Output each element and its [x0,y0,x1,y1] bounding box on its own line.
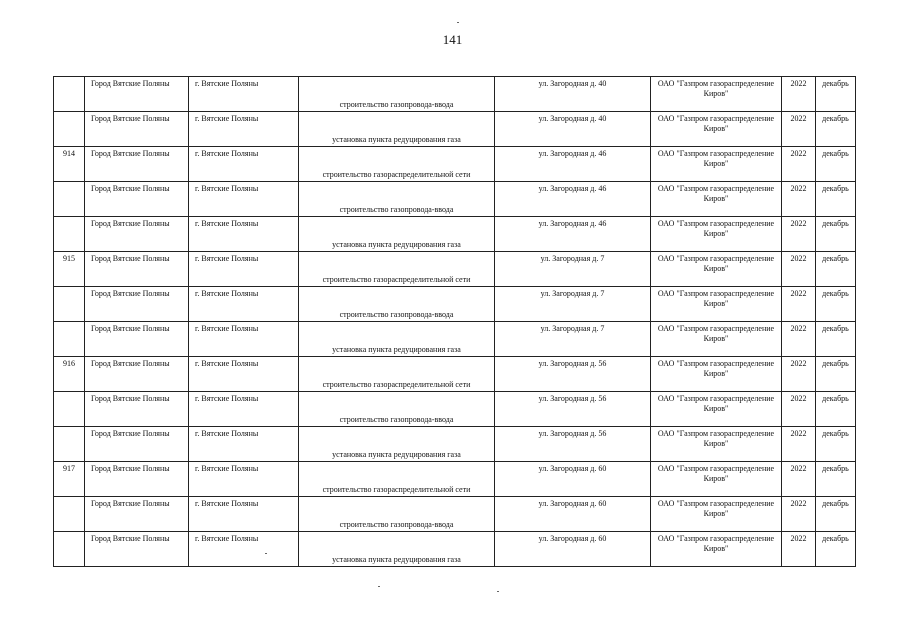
work-type-cell [299,462,495,497]
organization-line2: Киров" [703,89,729,98]
table-row [54,357,856,392]
year-cell: 2022 [782,497,816,532]
work-type-cell [299,532,495,567]
month-cell: декабрь [816,497,856,532]
month-cell: декабрь [816,287,856,322]
row-number: 916 [54,357,85,392]
work-type-cell [299,287,495,322]
municipality-cell: Город Вятские Поляны [85,182,189,217]
work-type-text: установка пункта редуцирования газа [332,240,461,249]
month-cell: декабрь [816,217,856,252]
organization-line1: ОАО "Газпром газораспределение [657,289,775,298]
work-type-cell [299,497,495,532]
table-row [54,322,856,357]
municipality-cell: Город Вятские Поляны [85,497,189,532]
organization-line2: Киров" [703,159,729,168]
work-type-text: установка пункта редуцирования газа [332,135,461,144]
settlement-cell: г. Вятские Поляны [189,392,299,427]
work-type-cell [299,147,495,182]
month-cell: декабрь [816,392,856,427]
organization-line1: ОАО "Газпром газораспределение [657,394,775,403]
organization-cell [651,532,782,567]
settlement-cell: г. Вятские Поляны [189,532,299,567]
work-type-text: строительство газопровода-ввода [339,205,454,214]
work-type-text: строительство газораспределительной сети [322,485,471,494]
row-number [54,112,85,147]
year-cell: 2022 [782,182,816,217]
table-row [54,497,856,532]
month-cell: декабрь [816,252,856,287]
row-number [54,392,85,427]
municipality-cell: Город Вятские Поляны [85,217,189,252]
work-type-text: строительство газораспределительной сети [322,170,471,179]
organization-line2: Киров" [703,404,729,413]
month-cell: декабрь [816,532,856,567]
year-cell: 2022 [782,112,816,147]
row-number: 914 [54,147,85,182]
year-cell: 2022 [782,77,816,112]
organization-cell [651,462,782,497]
row-number [54,287,85,322]
municipality-cell: Город Вятские Поляны [85,462,189,497]
work-type-cell [299,217,495,252]
settlement-cell: г. Вятские Поляны [189,287,299,322]
scan-speck [265,553,267,554]
address-cell: ул. Загородная д. 56 [495,392,651,427]
work-type-text: строительство газораспределительной сети [322,380,471,389]
address-cell: ул. Загородная д. 56 [495,427,651,462]
settlement-cell: г. Вятские Поляны [189,147,299,182]
municipality-cell: Город Вятские Поляны [85,357,189,392]
municipality-cell: Город Вятские Поляны [85,77,189,112]
organization-cell [651,427,782,462]
address-cell: ул. Загородная д. 60 [495,497,651,532]
table-row [54,147,856,182]
work-type-text: строительство газопровода-ввода [339,100,454,109]
settlement-cell: г. Вятские Поляны [189,497,299,532]
organization-cell [651,147,782,182]
year-cell: 2022 [782,427,816,462]
year-cell: 2022 [782,392,816,427]
address-cell: ул. Загородная д. 40 [495,112,651,147]
month-cell: декабрь [816,182,856,217]
organization-line1: ОАО "Газпром газораспределение [657,534,775,543]
work-type-text: строительство газопровода-ввода [339,310,454,319]
month-cell: декабрь [816,112,856,147]
work-type-cell [299,427,495,462]
year-cell: 2022 [782,322,816,357]
organization-line1: ОАО "Газпром газораспределение [657,359,775,368]
table-row [54,287,856,322]
organization-line2: Киров" [703,474,729,483]
scan-speck [457,22,459,23]
work-type-text: установка пункта редуцирования газа [332,345,461,354]
table-row [54,182,856,217]
organization-line1: ОАО "Газпром газораспределение [657,254,775,263]
address-cell: ул. Загородная д. 60 [495,532,651,567]
settlement-cell: г. Вятские Поляны [189,357,299,392]
organization-cell [651,77,782,112]
work-type-cell [299,322,495,357]
organization-line2: Киров" [703,124,729,133]
row-number [54,77,85,112]
settlement-cell: г. Вятские Поляны [189,77,299,112]
address-cell: ул. Загородная д. 56 [495,357,651,392]
row-number: 915 [54,252,85,287]
municipality-cell: Город Вятские Поляны [85,532,189,567]
work-type-cell [299,77,495,112]
month-cell: декабрь [816,357,856,392]
organization-cell [651,392,782,427]
municipality-cell: Город Вятские Поляны [85,147,189,182]
work-type-text: установка пункта редуцирования газа [332,450,461,459]
organization-cell [651,322,782,357]
table-row [54,217,856,252]
work-type-text: строительство газопровода-ввода [339,415,454,424]
address-cell: ул. Загородная д. 7 [495,252,651,287]
month-cell: декабрь [816,462,856,497]
year-cell: 2022 [782,532,816,567]
organization-cell [651,252,782,287]
settlement-cell: г. Вятские Поляны [189,252,299,287]
municipality-cell: Город Вятские Поляны [85,287,189,322]
year-cell: 2022 [782,252,816,287]
address-cell: ул. Загородная д. 60 [495,462,651,497]
work-type-cell [299,252,495,287]
year-cell: 2022 [782,357,816,392]
organization-line2: Киров" [703,194,729,203]
settlement-cell: г. Вятские Поляны [189,217,299,252]
organization-line1: ОАО "Газпром газораспределение [657,324,775,333]
table-row [54,112,856,147]
organization-line1: ОАО "Газпром газораспределение [657,464,775,473]
address-cell: ул. Загородная д. 46 [495,217,651,252]
row-number [54,427,85,462]
work-type-text: установка пункта редуцирования газа [332,555,461,564]
organization-cell [651,182,782,217]
municipality-cell: Город Вятские Поляны [85,322,189,357]
work-type-cell [299,357,495,392]
organization-line1: ОАО "Газпром газораспределение [657,184,775,193]
organization-line1: ОАО "Газпром газораспределение [657,219,775,228]
table-body [54,77,856,567]
organization-line2: Киров" [703,544,729,553]
organization-line1: ОАО "Газпром газораспределение [657,79,775,88]
row-number [54,532,85,567]
work-type-text: строительство газораспределительной сети [322,275,471,284]
year-cell: 2022 [782,147,816,182]
organization-line2: Киров" [703,229,729,238]
settlement-cell: г. Вятские Поляны [189,462,299,497]
address-cell: ул. Загородная д. 7 [495,287,651,322]
organization-line1: ОАО "Газпром газораспределение [657,114,775,123]
address-cell: ул. Загородная д. 7 [495,322,651,357]
row-number [54,497,85,532]
scan-speck [378,586,380,587]
organization-line2: Киров" [703,299,729,308]
work-type-cell [299,392,495,427]
municipality-cell: Город Вятские Поляны [85,252,189,287]
work-type-cell [299,112,495,147]
organization-line1: ОАО "Газпром газораспределение [657,499,775,508]
scan-speck [497,591,499,592]
table-row [54,427,856,462]
table-row [54,462,856,497]
municipality-cell: Город Вятские Поляны [85,112,189,147]
table-row [54,252,856,287]
organization-cell [651,287,782,322]
construction-schedule-table [53,76,856,567]
table-row [54,532,856,567]
organization-line1: ОАО "Газпром газораспределение [657,149,775,158]
address-cell: ул. Загородная д. 46 [495,182,651,217]
address-cell: ул. Загородная д. 40 [495,77,651,112]
organization-line1: ОАО "Газпром газораспределение [657,429,775,438]
organization-cell [651,497,782,532]
organization-line2: Киров" [703,334,729,343]
organization-line2: Киров" [703,369,729,378]
organization-cell [651,357,782,392]
year-cell: 2022 [782,462,816,497]
work-type-cell [299,182,495,217]
month-cell: декабрь [816,77,856,112]
organization-cell [651,217,782,252]
year-cell: 2022 [782,287,816,322]
month-cell: декабрь [816,322,856,357]
row-number: 917 [54,462,85,497]
row-number [54,217,85,252]
settlement-cell: г. Вятские Поляны [189,322,299,357]
settlement-cell: г. Вятские Поляны [189,112,299,147]
organization-line2: Киров" [703,509,729,518]
settlement-cell: г. Вятские Поляны [189,427,299,462]
page-number: 141 [442,32,463,47]
municipality-cell: Город Вятские Поляны [85,427,189,462]
organization-line2: Киров" [703,264,729,273]
year-cell: 2022 [782,217,816,252]
organization-line2: Киров" [703,439,729,448]
row-number [54,322,85,357]
row-number [54,182,85,217]
table-row [54,77,856,112]
month-cell: декабрь [816,427,856,462]
table-row [54,392,856,427]
month-cell: декабрь [816,147,856,182]
address-cell: ул. Загородная д. 46 [495,147,651,182]
municipality-cell: Город Вятские Поляны [85,392,189,427]
work-type-text: строительство газопровода-ввода [339,520,454,529]
organization-cell [651,112,782,147]
settlement-cell: г. Вятские Поляны [189,182,299,217]
